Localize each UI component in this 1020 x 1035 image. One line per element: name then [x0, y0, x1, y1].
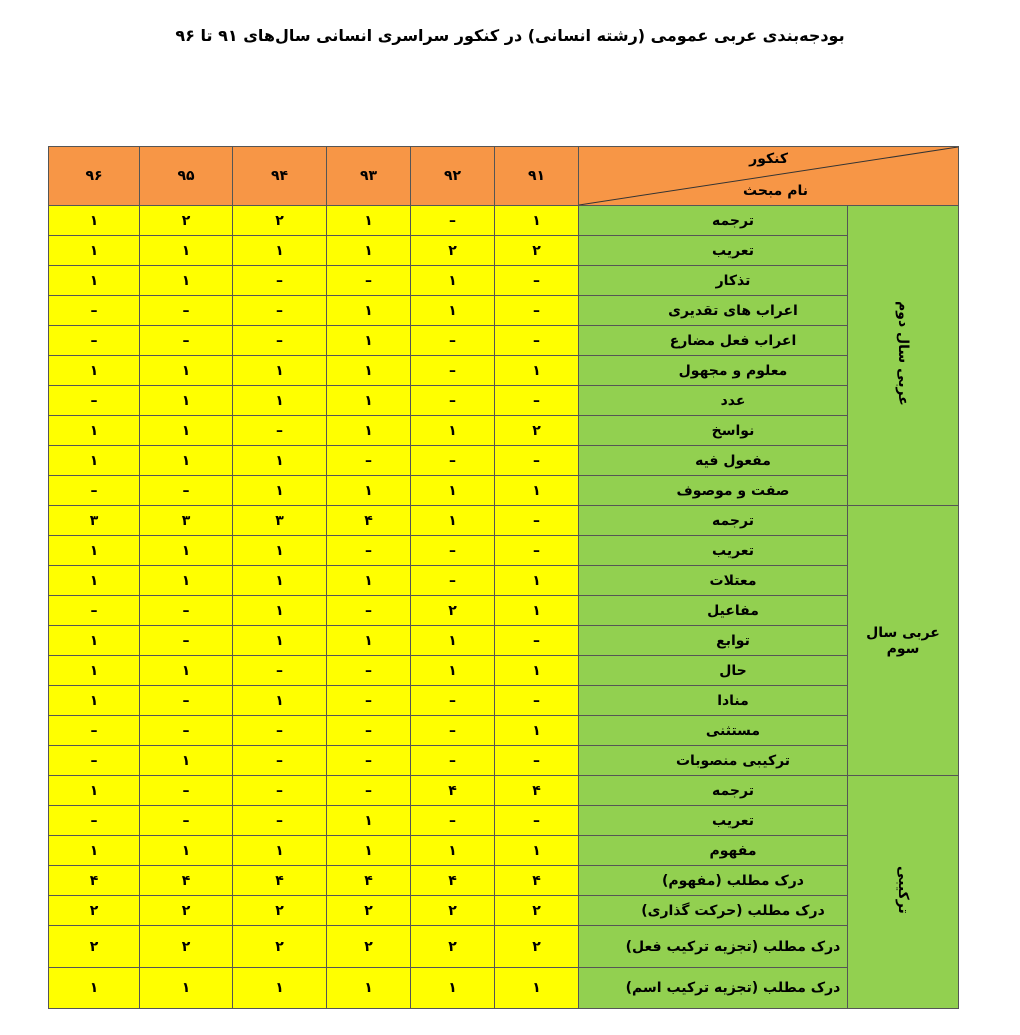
value-cell: – — [49, 716, 140, 746]
value-cell: ۱ — [411, 266, 495, 296]
value-cell: – — [327, 716, 411, 746]
table-row — [49, 416, 959, 446]
value-cell: ۱ — [495, 656, 579, 686]
topic-cell — [579, 296, 848, 326]
value-cell: – — [327, 596, 411, 626]
table-row — [49, 716, 959, 746]
value-cell: ۱ — [49, 566, 140, 596]
value-cell: ۱ — [495, 206, 579, 236]
value-cell: ۱ — [233, 356, 327, 386]
value-cell: ۱ — [411, 506, 495, 536]
value-cell: ۱ — [411, 476, 495, 506]
value-cell: – — [327, 536, 411, 566]
value-cell: – — [327, 266, 411, 296]
value-cell: ۱ — [49, 968, 140, 1009]
value-cell: ۴ — [495, 776, 579, 806]
year-header: ۹۲ — [411, 147, 495, 206]
value-cell: – — [140, 716, 233, 746]
topic-cell — [579, 806, 848, 836]
page-title: بودجه‌بندی عربی عمومی (رشته انسانی) در کنکور سراسری انسانی سال‌های ۹۱ تا ۹۶ — [175, 26, 845, 45]
topic-label: معلوم و مجهول — [678, 362, 788, 379]
value-cell: ۴ — [140, 866, 233, 896]
value-cell: – — [495, 626, 579, 656]
value-cell: ۴ — [411, 866, 495, 896]
topic-label: صفت و موصوف — [676, 482, 790, 499]
group-label: ترکیبی — [895, 866, 911, 914]
topic-label: ترجمه — [712, 512, 754, 529]
topic-cell — [579, 476, 848, 506]
topic-cell — [579, 968, 848, 1009]
value-cell: ۴ — [233, 866, 327, 896]
topic-cell — [579, 326, 848, 356]
value-cell: ۲ — [327, 896, 411, 926]
value-cell: ۱ — [233, 236, 327, 266]
value-cell: – — [327, 656, 411, 686]
table-row — [49, 596, 959, 626]
value-cell: ۱ — [327, 236, 411, 266]
topic-label: درک مطلب (مفهوم) — [662, 872, 804, 889]
topic-cell — [579, 386, 848, 416]
value-cell: ۱ — [49, 536, 140, 566]
value-cell: ۱ — [495, 716, 579, 746]
value-cell: ۱ — [327, 836, 411, 866]
value-cell: ۲ — [233, 206, 327, 236]
value-cell: ۱ — [233, 446, 327, 476]
value-cell: ۱ — [140, 836, 233, 866]
value-cell: ۴ — [49, 866, 140, 896]
value-cell: ۱ — [233, 476, 327, 506]
value-cell: ۱ — [411, 656, 495, 686]
value-cell: ۱ — [327, 356, 411, 386]
value-cell: ۱ — [233, 566, 327, 596]
value-cell: ۱ — [411, 626, 495, 656]
value-cell: ۱ — [49, 836, 140, 866]
topic-label: مفعول فیه — [695, 452, 771, 469]
value-cell: – — [411, 566, 495, 596]
value-cell: ۲ — [327, 926, 411, 968]
topic-cell — [579, 686, 848, 716]
value-cell: – — [495, 746, 579, 776]
topic-cell — [579, 776, 848, 806]
corner-top-label: کنکور — [749, 151, 788, 167]
value-cell: ۲ — [495, 236, 579, 266]
corner-header-cell — [579, 147, 959, 206]
value-cell: ۳ — [140, 506, 233, 536]
topic-cell — [579, 236, 848, 266]
value-cell: ۴ — [327, 866, 411, 896]
topic-cell — [579, 896, 848, 926]
topic-cell — [579, 866, 848, 896]
year-header: ۹۳ — [327, 147, 411, 206]
topic-cell — [579, 536, 848, 566]
topic-cell — [579, 746, 848, 776]
topic-label: ترجمه — [712, 212, 754, 229]
table-row — [49, 968, 959, 1009]
topic-label: ترکیبی منصوبات — [675, 752, 791, 769]
value-cell: – — [233, 806, 327, 836]
group-label: عربی سال دوم — [895, 301, 911, 406]
value-cell: ۲ — [233, 896, 327, 926]
topic-label: تعریب — [712, 812, 754, 829]
value-cell: – — [411, 356, 495, 386]
topic-cell — [579, 566, 848, 596]
value-cell: – — [327, 686, 411, 716]
value-cell: – — [495, 506, 579, 536]
value-cell: – — [49, 806, 140, 836]
value-cell: ۳ — [49, 506, 140, 536]
value-cell: ۲ — [233, 926, 327, 968]
value-cell: ۱ — [327, 566, 411, 596]
value-cell: ۲ — [495, 416, 579, 446]
value-cell: ۱ — [140, 656, 233, 686]
value-cell: ۱ — [495, 596, 579, 626]
topic-cell — [579, 926, 848, 968]
table-row — [49, 266, 959, 296]
table-row — [49, 296, 959, 326]
value-cell: – — [411, 386, 495, 416]
topic-cell — [579, 266, 848, 296]
value-cell: ۱ — [327, 476, 411, 506]
value-cell: – — [327, 776, 411, 806]
topic-label: تعریب — [712, 542, 754, 559]
value-cell: ۱ — [327, 626, 411, 656]
value-cell: ۲ — [140, 206, 233, 236]
value-cell: ۱ — [327, 296, 411, 326]
value-cell: ۱ — [233, 968, 327, 1009]
value-cell: ۱ — [411, 968, 495, 1009]
corner-bottom-label: نام مبحث — [743, 183, 808, 199]
value-cell: – — [140, 686, 233, 716]
value-cell: – — [495, 326, 579, 356]
value-cell: – — [411, 446, 495, 476]
value-cell: ۴ — [411, 776, 495, 806]
value-cell: ۱ — [495, 836, 579, 866]
table-row — [49, 206, 959, 236]
table-row — [49, 926, 959, 968]
table-row — [49, 866, 959, 896]
value-cell: – — [140, 596, 233, 626]
value-cell: ۲ — [411, 926, 495, 968]
value-cell: ۱ — [233, 596, 327, 626]
year-header: ۹۴ — [233, 147, 327, 206]
value-cell: ۱ — [495, 356, 579, 386]
topic-cell — [579, 506, 848, 536]
value-cell: – — [233, 746, 327, 776]
value-cell: – — [233, 326, 327, 356]
value-cell: ۲ — [140, 896, 233, 926]
value-cell: – — [495, 806, 579, 836]
value-cell: – — [140, 326, 233, 356]
value-cell: – — [140, 296, 233, 326]
table-row — [49, 656, 959, 686]
topic-cell — [579, 356, 848, 386]
value-cell: ۱ — [140, 416, 233, 446]
value-cell: ۱ — [140, 386, 233, 416]
value-cell: ۱ — [495, 968, 579, 1009]
value-cell: ۱ — [327, 806, 411, 836]
value-cell: ۱ — [140, 236, 233, 266]
value-cell: ۲ — [495, 926, 579, 968]
topic-cell — [579, 446, 848, 476]
topic-label: تذکار — [715, 272, 751, 289]
value-cell: – — [495, 536, 579, 566]
topic-label: معتلات — [709, 572, 757, 589]
value-cell: ۱ — [233, 836, 327, 866]
value-cell: ۲ — [140, 926, 233, 968]
value-cell: ۳ — [233, 506, 327, 536]
value-cell: ۱ — [327, 206, 411, 236]
topic-cell — [579, 836, 848, 866]
value-cell: ۲ — [411, 236, 495, 266]
value-cell: ۴ — [495, 866, 579, 896]
topic-cell — [579, 716, 848, 746]
group-label-cell — [848, 506, 959, 776]
value-cell: – — [411, 716, 495, 746]
value-cell: ۱ — [140, 266, 233, 296]
value-cell: – — [233, 776, 327, 806]
value-cell: – — [327, 746, 411, 776]
value-cell: – — [49, 386, 140, 416]
value-cell: ۲ — [495, 896, 579, 926]
topic-cell — [579, 416, 848, 446]
table-row — [49, 566, 959, 596]
value-cell: ۱ — [49, 656, 140, 686]
table-row — [49, 896, 959, 926]
table-row — [49, 476, 959, 506]
value-cell: – — [411, 536, 495, 566]
table-row — [49, 446, 959, 476]
value-cell: ۱ — [49, 446, 140, 476]
value-cell: – — [140, 806, 233, 836]
topic-cell — [579, 626, 848, 656]
table-row — [49, 686, 959, 716]
value-cell: – — [140, 776, 233, 806]
table-row — [49, 236, 959, 266]
value-cell: ۱ — [495, 566, 579, 596]
value-cell: ۲ — [49, 926, 140, 968]
value-cell: ۱ — [411, 296, 495, 326]
table-row — [49, 536, 959, 566]
value-cell: – — [411, 806, 495, 836]
group-label-cell — [848, 206, 959, 506]
value-cell: ۱ — [140, 446, 233, 476]
table-row — [49, 626, 959, 656]
value-cell: ۱ — [140, 356, 233, 386]
value-cell: ۱ — [327, 386, 411, 416]
value-cell: ۱ — [49, 416, 140, 446]
table-row — [49, 356, 959, 386]
value-cell: ۲ — [411, 596, 495, 626]
budget-table — [48, 146, 959, 1009]
topic-cell — [579, 656, 848, 686]
value-cell: ۱ — [327, 416, 411, 446]
group-label: عربی سال سوم — [866, 624, 940, 657]
topic-label: مستثنی — [705, 722, 761, 739]
table-row — [49, 506, 959, 536]
value-cell: – — [233, 656, 327, 686]
value-cell: – — [49, 746, 140, 776]
value-cell: – — [49, 596, 140, 626]
value-cell: – — [495, 266, 579, 296]
value-cell: – — [495, 686, 579, 716]
topic-label: عدد — [720, 392, 746, 409]
value-cell: – — [49, 296, 140, 326]
value-cell: – — [495, 446, 579, 476]
table-row — [49, 836, 959, 866]
value-cell: ۱ — [327, 968, 411, 1009]
topic-label: درک مطلب (تجزیه ترکیب فعل) — [625, 938, 841, 955]
topic-label: درک مطلب (حرکت گذاری) — [641, 902, 825, 919]
value-cell: – — [411, 746, 495, 776]
table-row — [49, 386, 959, 416]
table-body — [49, 206, 959, 1009]
topic-cell — [579, 206, 848, 236]
header-row — [49, 147, 959, 206]
value-cell: – — [233, 716, 327, 746]
value-cell: ۱ — [140, 746, 233, 776]
topic-label: ترجمه — [712, 782, 754, 799]
year-header: ۹۱ — [495, 147, 579, 206]
value-cell: ۲ — [49, 896, 140, 926]
topic-cell — [579, 596, 848, 626]
group-label-cell — [848, 776, 959, 1009]
value-cell: ۴ — [327, 506, 411, 536]
value-cell: ۱ — [49, 266, 140, 296]
value-cell: ۱ — [233, 386, 327, 416]
year-header: ۹۵ — [140, 147, 233, 206]
topic-label: منادا — [717, 692, 749, 709]
value-cell: – — [495, 296, 579, 326]
value-cell: – — [411, 206, 495, 236]
value-cell: – — [140, 626, 233, 656]
value-cell: ۱ — [49, 356, 140, 386]
value-cell: ۱ — [49, 776, 140, 806]
value-cell: ۱ — [49, 626, 140, 656]
topic-label: مفاعیل — [707, 602, 759, 619]
value-cell: – — [233, 266, 327, 296]
topic-label: توابع — [716, 632, 750, 649]
value-cell: ۱ — [495, 476, 579, 506]
value-cell: ۱ — [49, 236, 140, 266]
value-cell: – — [233, 296, 327, 326]
value-cell: – — [140, 476, 233, 506]
value-cell: ۱ — [49, 686, 140, 716]
table-row — [49, 746, 959, 776]
value-cell: ۱ — [233, 536, 327, 566]
value-cell: ۱ — [140, 566, 233, 596]
year-header: ۹۶ — [49, 147, 140, 206]
value-cell: ۱ — [49, 206, 140, 236]
value-cell: – — [233, 416, 327, 446]
topic-label: درک مطلب (تجزیه ترکیب اسم) — [625, 980, 841, 996]
value-cell: ۱ — [233, 686, 327, 716]
topic-label: تعریب — [712, 242, 754, 259]
topic-label: مفهوم — [709, 842, 757, 859]
table-row — [49, 776, 959, 806]
topic-label: حال — [719, 662, 747, 679]
value-cell: ۱ — [411, 836, 495, 866]
table-row — [49, 806, 959, 836]
table-row — [49, 326, 959, 356]
value-cell: ۱ — [411, 416, 495, 446]
topic-label: نواسخ — [711, 422, 755, 439]
value-cell: – — [49, 326, 140, 356]
value-cell: – — [411, 326, 495, 356]
value-cell: – — [495, 386, 579, 416]
value-cell: – — [49, 476, 140, 506]
value-cell: ۱ — [140, 536, 233, 566]
topic-label: اعراب فعل مضارع — [669, 332, 797, 349]
value-cell: – — [327, 446, 411, 476]
topic-label: اعراب های تقدیری — [668, 302, 798, 319]
value-cell: – — [411, 686, 495, 716]
value-cell: ۱ — [140, 968, 233, 1009]
value-cell: ۱ — [327, 326, 411, 356]
value-cell: ۲ — [411, 896, 495, 926]
value-cell: ۱ — [233, 626, 327, 656]
